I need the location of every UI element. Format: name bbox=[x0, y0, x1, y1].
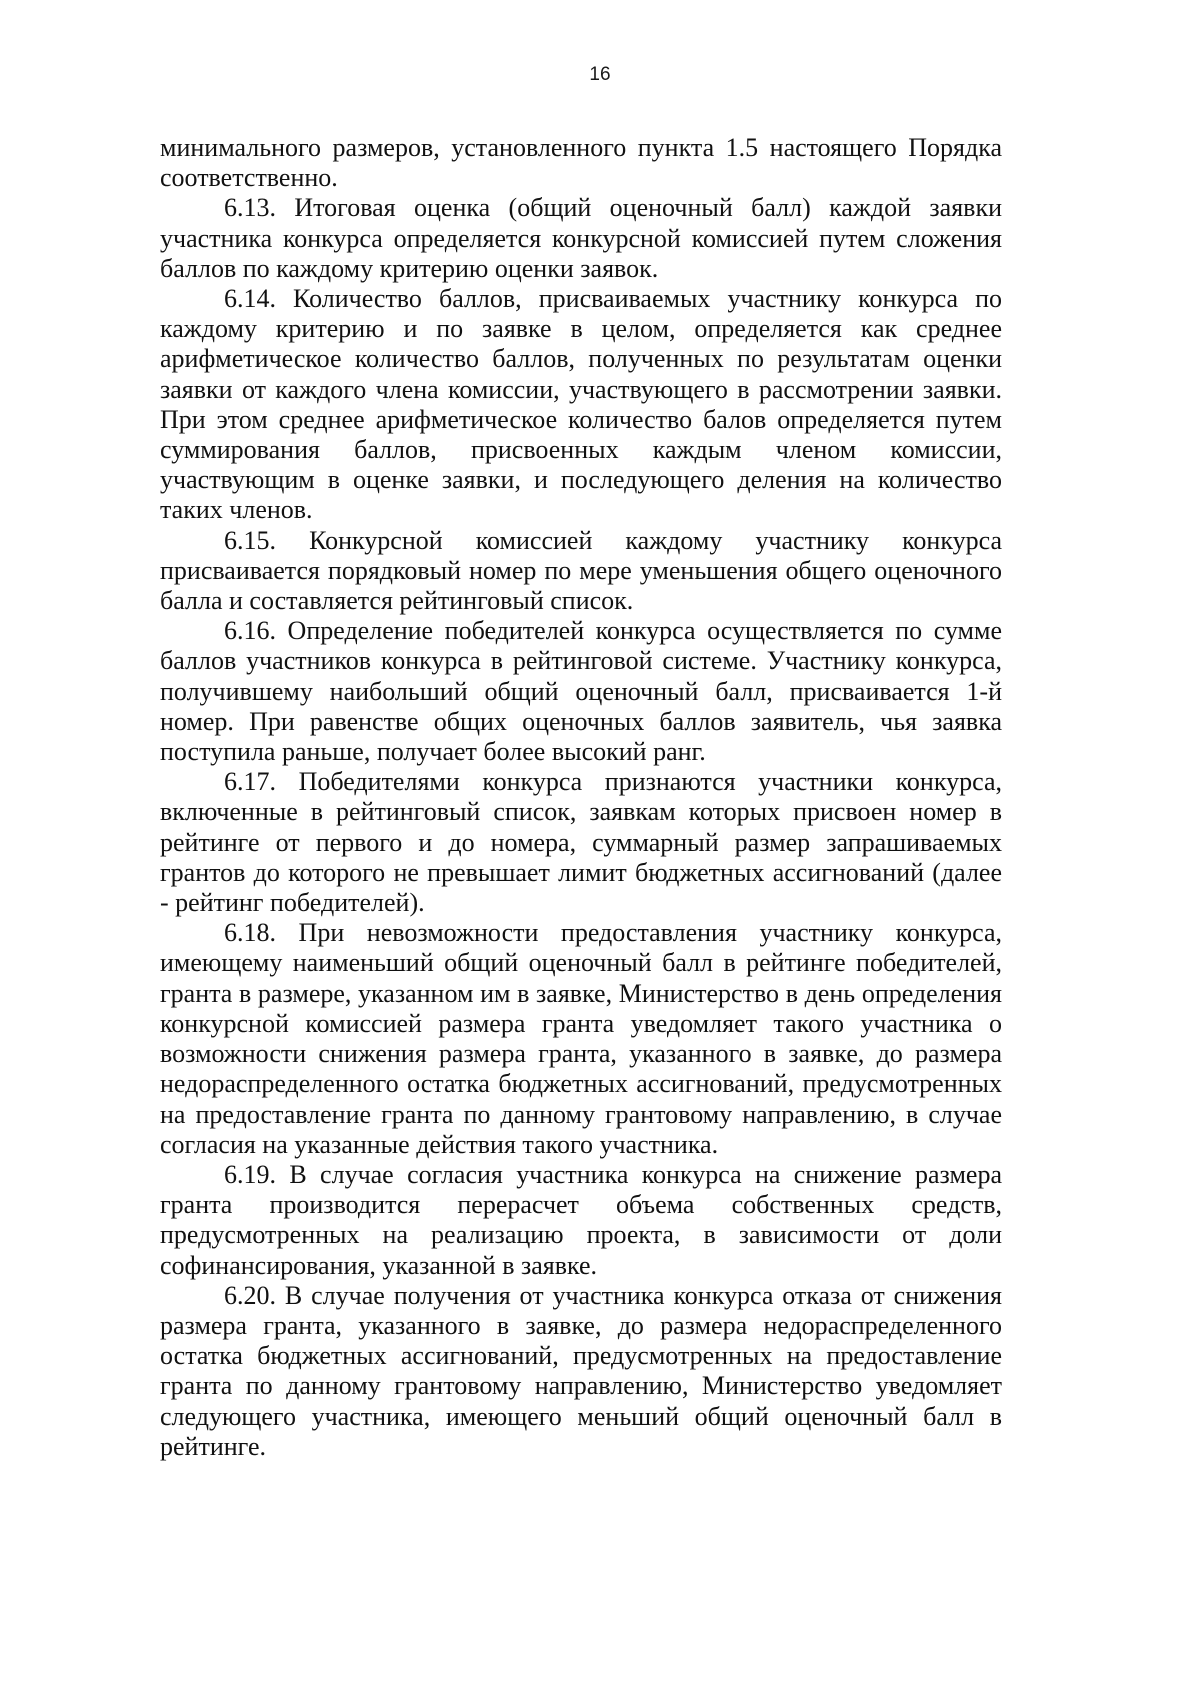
paragraph-6-19: 6.19. В случае согласия участника конкурса на снижение размера гранта производится перерасчет объема собственных средств, предусмотренных на реализацию проекта, в зависимости от доли софинансирования, указанной в заявке. bbox=[160, 1159, 1002, 1280]
page-number: 16 bbox=[589, 64, 611, 85]
paragraph-6-15: 6.15. Конкурсной комиссией каждому участнику конкурса присваивается порядковый номер по мере уменьшения общего оценочного балла и составляется рейтинговый список. bbox=[160, 525, 1002, 616]
paragraph-6-20: 6.20. В случае получения от участника конкурса отказа от снижения размера гранта, указанного в заявке, до размера недораспределенного остатка бюджетных ассигнований, предусмотренных на предоставление гранта по данному грантовому направлению, Министерство уведомляет следующего участника, имеющего меньший общий оценочный балл в рейтинге. bbox=[160, 1280, 1002, 1461]
paragraph-continuation: минимального размеров, установленного пункта 1.5 настоящего Порядка соответственно. bbox=[160, 133, 1002, 193]
paragraph-6-17: 6.17. Победителями конкурса признаются участники конкурса, включенные в рейтинговый список, заявкам которых присвоен номер в рейтинге от первого и до номера, суммарный размер запрашиваемых грантов до которого не превышает лимит бюджетных ассигнований (далее - рейтинг победителей). bbox=[160, 767, 1002, 918]
paragraph-6-16: 6.16. Определение победителей конкурса осуществляется по сумме баллов участников конкурса в рейтинговой системе. Участнику конкурса, получившему наибольший общий оценочный балл, присваивается 1-й номер. При равенстве общих оценочных баллов заявитель, чья заявка поступила раньше, получает более высокий ранг. bbox=[160, 616, 1002, 767]
paragraph-6-13: 6.13. Итоговая оценка (общий оценочный балл) каждой заявки участника конкурса определяется конкурсной комиссией путем сложения баллов по каждому критерию оценки заявок. bbox=[160, 193, 1002, 283]
paragraph-6-14: 6.14. Количество баллов, присваиваемых участнику конкурса по каждому критерию и по заявке в целом, определяется как среднее арифметическое количество баллов, полученных по результатам оценки заявки от каждого члена комиссии, участвующего в рассмотрении заявки. При этом среднее арифметическое количество балов определяется путем суммирования баллов, присвоенных каждым членом комиссии, участвующим в оценке заявки, и последующего деления на количество таких членов. bbox=[160, 284, 1002, 525]
document-body bbox=[160, 133, 1002, 1462]
paragraph-6-18: 6.18. При невозможности предоставления участнику конкурса, имеющему наименьший общий оценочный балл в рейтинге победителей, гранта в размере, указанном им в заявке, Министерство в день определения конкурсной комиссией размера гранта уведомляет такого участника о возможности снижения размера гранта, указанного в заявке, до размера недораспределенного остатка бюджетных ассигнований, предусмотренных на предоставление гранта по данному грантовому направлению, в случае согласия на указанные действия такого участника. bbox=[160, 918, 1002, 1159]
